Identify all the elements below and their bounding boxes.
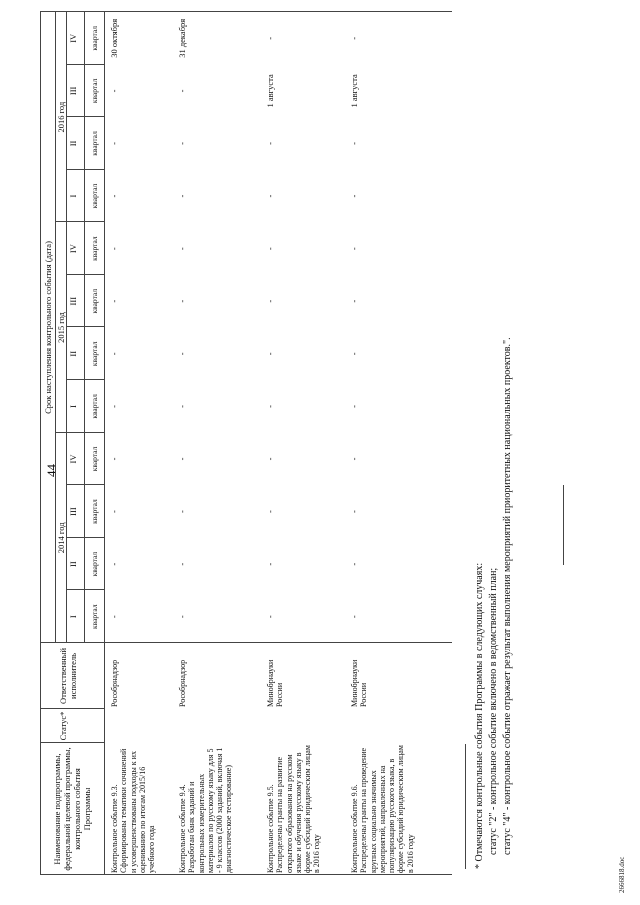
quarter-cell: - [177,404,187,408]
quarter-cell: - [349,352,359,356]
quarter-cell: - [349,615,359,619]
table-horizontal-rule [40,12,41,875]
table-horizontal-rule [104,12,105,875]
header-term: Срок наступления контрольного события (дата) [43,241,53,414]
quarter-number: II [68,561,78,567]
quarter-cell: - [265,352,275,356]
quarter-cell: - [177,510,187,513]
quarter-cell: - [349,510,359,513]
quarter-number: I [68,194,78,198]
header-name: Наименование подпрограммы, федеральной целевой программы, контрольного события Программы [52,747,92,871]
quarter-cell: - [349,142,359,145]
quarter-number: IV [68,33,78,43]
quarter-cell: - [177,352,187,356]
quarter-cell: - [177,89,187,93]
quarter-cell: - [109,457,119,461]
header-status: Статус* [58,711,68,741]
footnote-rule [465,744,466,869]
table-horizontal-rule [66,12,67,643]
quarter-cell: 30 октября [109,18,119,58]
quarter-cell: - [265,510,275,513]
year-label: 2015 год [56,312,66,343]
quarter-cell: - [177,247,187,251]
quarter-word: квартал [90,551,99,577]
quarter-cell: - [177,457,187,461]
event-responsible: Минобрнауки России [266,659,285,707]
quarter-cell: - [265,194,275,198]
quarter-cell: - [265,562,275,566]
quarter-cell: - [265,615,275,619]
quarter-cell: - [177,194,187,198]
table-vertical-rule [40,742,104,743]
quarter-number: II [68,350,78,357]
quarter-cell: - [177,562,187,566]
quarter-cell: 1 августа [349,74,359,108]
quarter-cell: - [109,89,119,93]
quarter-word: квартал [90,604,99,629]
year-label: 2016 год [56,101,66,133]
quarter-word: квартал [90,341,99,367]
quarter-cell: - [109,142,119,145]
year-label: 2014 год [56,522,66,554]
quarter-word: квартал [90,131,99,156]
quarter-word: квартал [90,499,99,524]
quarter-word: квартал [90,236,99,261]
file-name: 2666818.doc [618,856,626,893]
bottom-rule [563,485,564,565]
quarter-number: II [68,140,78,147]
quarter-cell: - [109,299,119,303]
event-name: Контрольное событие 9.4. Разработан банк заданий и контрольных измерительных материалов по русскому языку для 5 - 9 классов (2000 заданий, включая 1 диагностическое тестирование) [178,747,234,873]
table-horizontal-rule [84,12,85,643]
quarter-cell: - [265,457,275,461]
footnote-line-1: * Отмечаются контрольные события Программы в следующих случаях: [474,562,485,869]
event-name: Контрольное событие 9.3. Сформированы тематики сочинений и усовершенствованы подходы к их оцениванию по итогам 2015/16 учебного года [110,748,157,873]
quarter-number: I [68,615,78,619]
footnote-line-3: статус "4" - контрольное событие отражает результат выполнения мероприятий приоритетных национальных проектов.". [502,337,513,855]
quarter-cell: - [177,615,187,619]
quarter-word: квартал [90,394,99,419]
page-number: 44 [44,464,59,477]
quarter-cell: - [349,36,359,40]
event-responsible: Рособрнадзор [178,659,187,707]
footnote-line-2: статус "2" - контрольное событие включено в ведомственный план; [488,567,499,855]
event-name: Контрольное событие 9.6. Распределены гранты на проведение крупных социально значимых мероприятий, направленных на популяризацию русского языка, в форме субсидий юридическим лицам в 2016 году [350,745,415,873]
quarter-cell: - [349,194,359,198]
quarter-cell: - [109,404,119,408]
quarter-cell: - [109,615,119,619]
table-vertical-rule [40,874,452,875]
quarter-cell: - [349,299,359,303]
quarter-word: квартал [90,78,99,104]
quarter-cell: - [109,510,119,513]
quarter-cell: - [265,247,275,251]
quarter-cell: - [109,247,119,251]
quarter-cell: - [109,562,119,566]
quarter-number: IV [68,244,78,254]
quarter-word: квартал [90,446,99,472]
quarter-number: III [68,507,78,516]
quarter-number: I [68,404,78,408]
event-responsible: Рособрнадзор [110,659,119,707]
table-vertical-rule [40,11,452,12]
quarter-cell: - [265,299,275,303]
quarter-cell: - [265,404,275,408]
quarter-cell: - [109,352,119,356]
quarter-word: квартал [90,183,99,209]
quarter-cell: 1 августа [265,74,275,108]
quarter-cell: - [349,562,359,566]
quarter-cell: - [349,404,359,408]
event-name: Контрольное событие 9.5. Распределены гранты на развитие открытого образования на русском языке и обучения русскому языку в форме субсидий юридическим лицам в 2016 году [266,745,322,873]
table-vertical-rule [40,708,104,709]
event-responsible: Минобрнауки России [350,659,369,707]
quarter-number: III [68,296,78,306]
quarter-cell: - [177,299,187,303]
quarter-cell: - [177,142,187,145]
table-vertical-rule [40,642,452,643]
quarter-cell: - [265,142,275,145]
quarter-cell: 31 декабря [177,18,187,58]
quarter-number: III [68,86,78,96]
quarter-word: квартал [90,288,99,314]
quarter-cell: - [109,194,119,198]
quarter-word: квартал [90,26,99,51]
quarter-number: IV [68,454,78,464]
quarter-cell: - [265,36,275,40]
quarter-cell: - [349,247,359,251]
quarter-cell: - [349,457,359,461]
header-responsible: Ответственный исполнитель [58,648,78,704]
